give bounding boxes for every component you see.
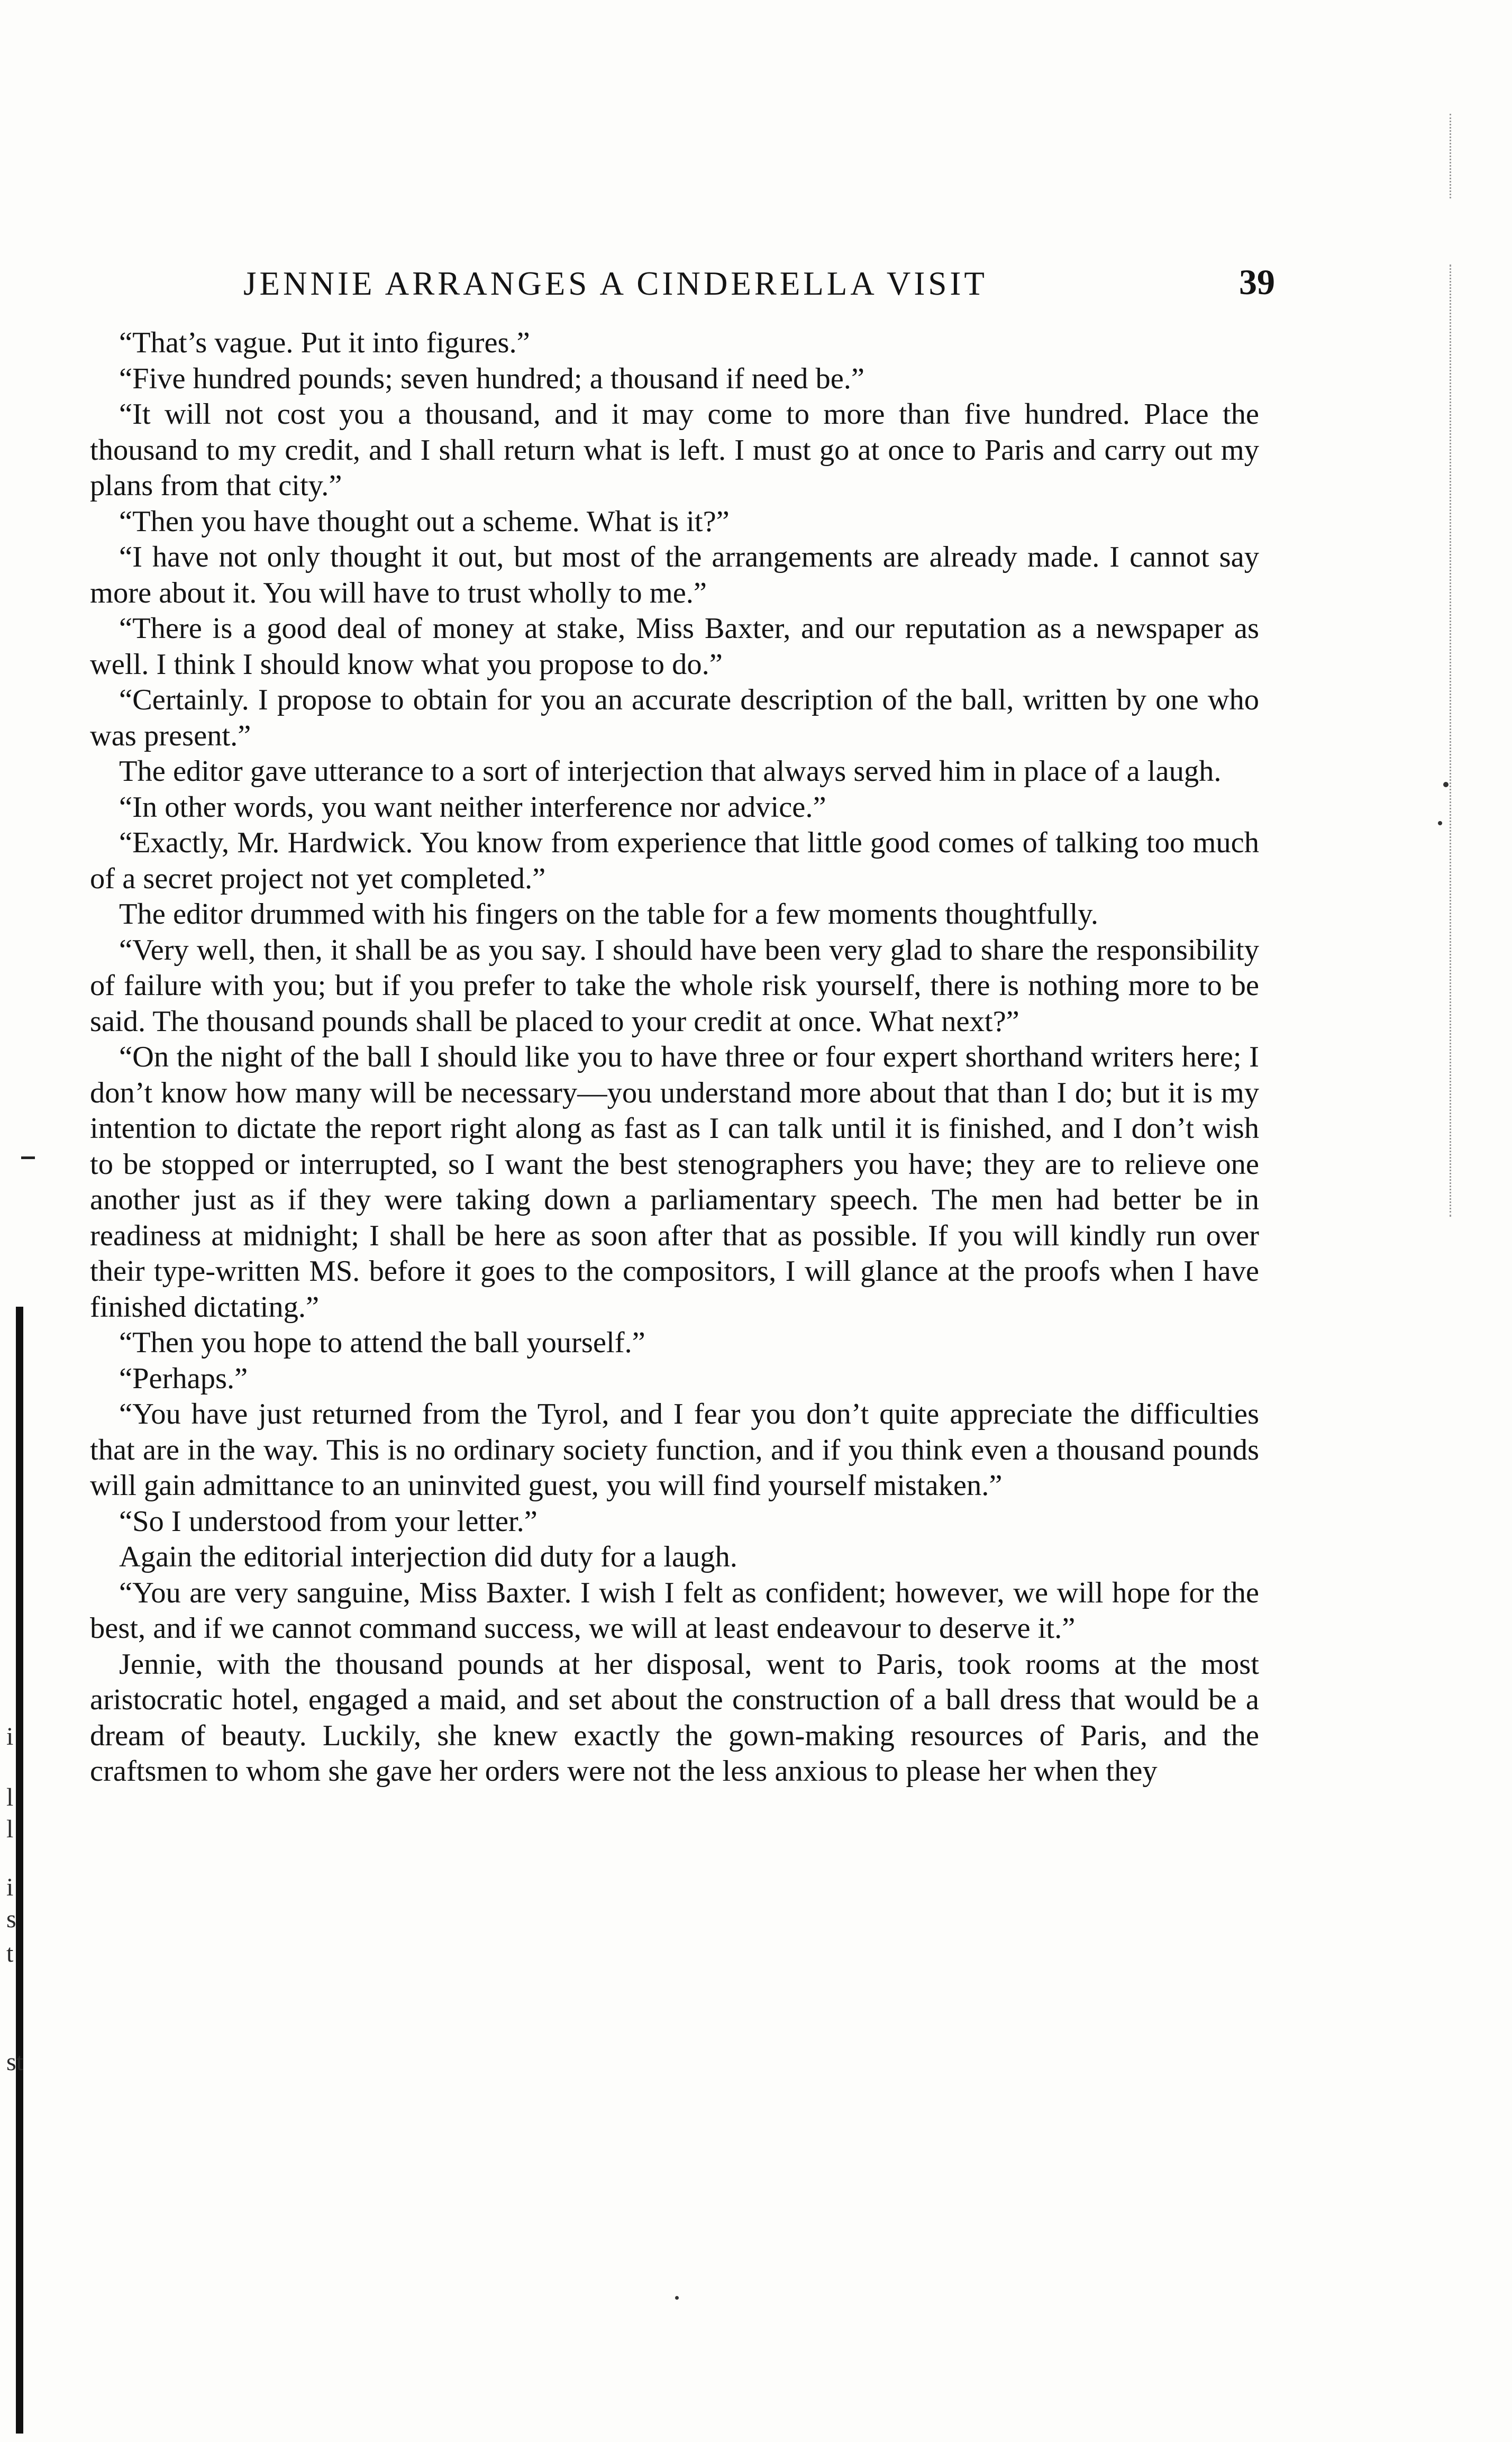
margin-speck [1438, 821, 1442, 825]
paragraph: “So I understood from your letter.” [119, 1505, 538, 1538]
paragraph: “Exactly, Mr. Hardwick. You know from experience that little good comes of talking too much of a secret project not yet completed.” [90, 826, 1259, 895]
binding-shadow [16, 1307, 23, 2434]
paragraph: “Five hundred pounds; seven hundred; a thousand if need be.” [119, 362, 864, 395]
facing-page-fragment: i [6, 1723, 14, 1751]
paragraph: “On the night of the ball I should like you to have three or four expert shorthand writers here; I don’t know how many will be necessary—you understand more about that than I do; but it is my intention to dictate the report right along as fast as I can talk until it is finished, and I don’t wish to be stopped or interrupted, so I want the best stenographers you have; they are to relieve one another just as if they were taking down a parliamentary speech. The men had better be in readiness at midnight; I shall be here as soon after that as possible. If you will kindly run over their type-written MS. before it goes to the compositors, I will glance at the proofs when I have finished dictating.” [90, 1041, 1259, 1324]
edge-speckle [1450, 114, 1453, 198]
margin-dash [21, 1156, 35, 1159]
page-header [95, 259, 1275, 307]
paragraph: “Then you have thought out a scheme. What is it?” [119, 505, 730, 538]
facing-page-fragment: t [6, 1939, 14, 1967]
paragraph: “Certainly. I propose to obtain for you an accurate description of the ball, written by one who was present.” [90, 684, 1259, 752]
paragraph: “It will not cost you a thousand, and it may come to more than five hundred. Place the thousand to my credit, and I shall return what is left. I must go at once to Paris and carry out my plans from that city.” [90, 398, 1259, 502]
margin-speck [1443, 782, 1449, 787]
paragraph: Again the editorial interjection did duty for a laugh. [119, 1541, 737, 1573]
page-number: 39 [1239, 262, 1275, 302]
facing-page-fragment: l [6, 1815, 14, 1843]
paragraph: Jennie, with the thousand pounds at her disposal, went to Paris, took rooms at the most aristocratic hotel, engaged a maid, and set about the construction of a ball dress that would be a dream of beauty. Luckily, she knew exactly the gown-making resources of Paris, and the craftsmen to whom she gave her orders were not the less anxious to please her when they [90, 1647, 1259, 1788]
paragraph: “I have not only thought it out, but most of the arrangements are already made. I cannot say more about it. You will have to trust wholly to me.” [90, 541, 1259, 609]
paragraph: “Then you hope to attend the ball yourself.” [119, 1326, 645, 1359]
paragraph: “Perhaps.” [119, 1362, 248, 1395]
paragraph: The editor gave utterance to a sort of interjection that always served him in place of a laugh. [119, 755, 1222, 788]
facing-page-fragment: s [6, 1905, 16, 1933]
paragraph: “There is a good deal of money at stake, Miss Baxter, and our reputation as a newspaper as well. I think I should know what you propose to do.” [90, 612, 1259, 681]
body-text [90, 325, 1259, 1790]
margin-speck [675, 2296, 679, 2300]
facing-page-fragment: i [6, 1873, 14, 1901]
paragraph: “You are very sanguine, Miss Baxter. I wish I felt as confident; however, we will hope for the best, and if we cannot command success, we will at least endeavour to deserve it.” [90, 1576, 1259, 1645]
paragraph: The editor drummed with his fingers on the table for a few moments thoughtfully. [119, 898, 1099, 931]
facing-page-fragment: st [6, 2048, 24, 2076]
edge-speckle [1450, 265, 1453, 1217]
paragraph: “Very well, then, it shall be as you say. I should have been very glad to share the responsibility of failure with you; but if you prefer to take the whole risk yourself, there is nothing more to be said. The thousand pounds shall be placed to your credit at once. What next?” [90, 933, 1259, 1038]
paragraph: “You have just returned from the Tyrol, and I fear you don’t quite appreciate the difficulties that are in the way. This is no ordinary society function, and if you think even a thousand pounds will gain admittance to an uninvited guest, you will find yourself mistaken.” [90, 1398, 1259, 1502]
facing-page-fragment: l [6, 1783, 14, 1811]
running-title: JENNIE ARRANGES A CINDERELLA VISIT [243, 265, 988, 302]
paragraph: “In other words, you want neither interference nor advice.” [119, 790, 826, 824]
paragraph: “That’s vague. Put it into figures.” [119, 326, 530, 359]
